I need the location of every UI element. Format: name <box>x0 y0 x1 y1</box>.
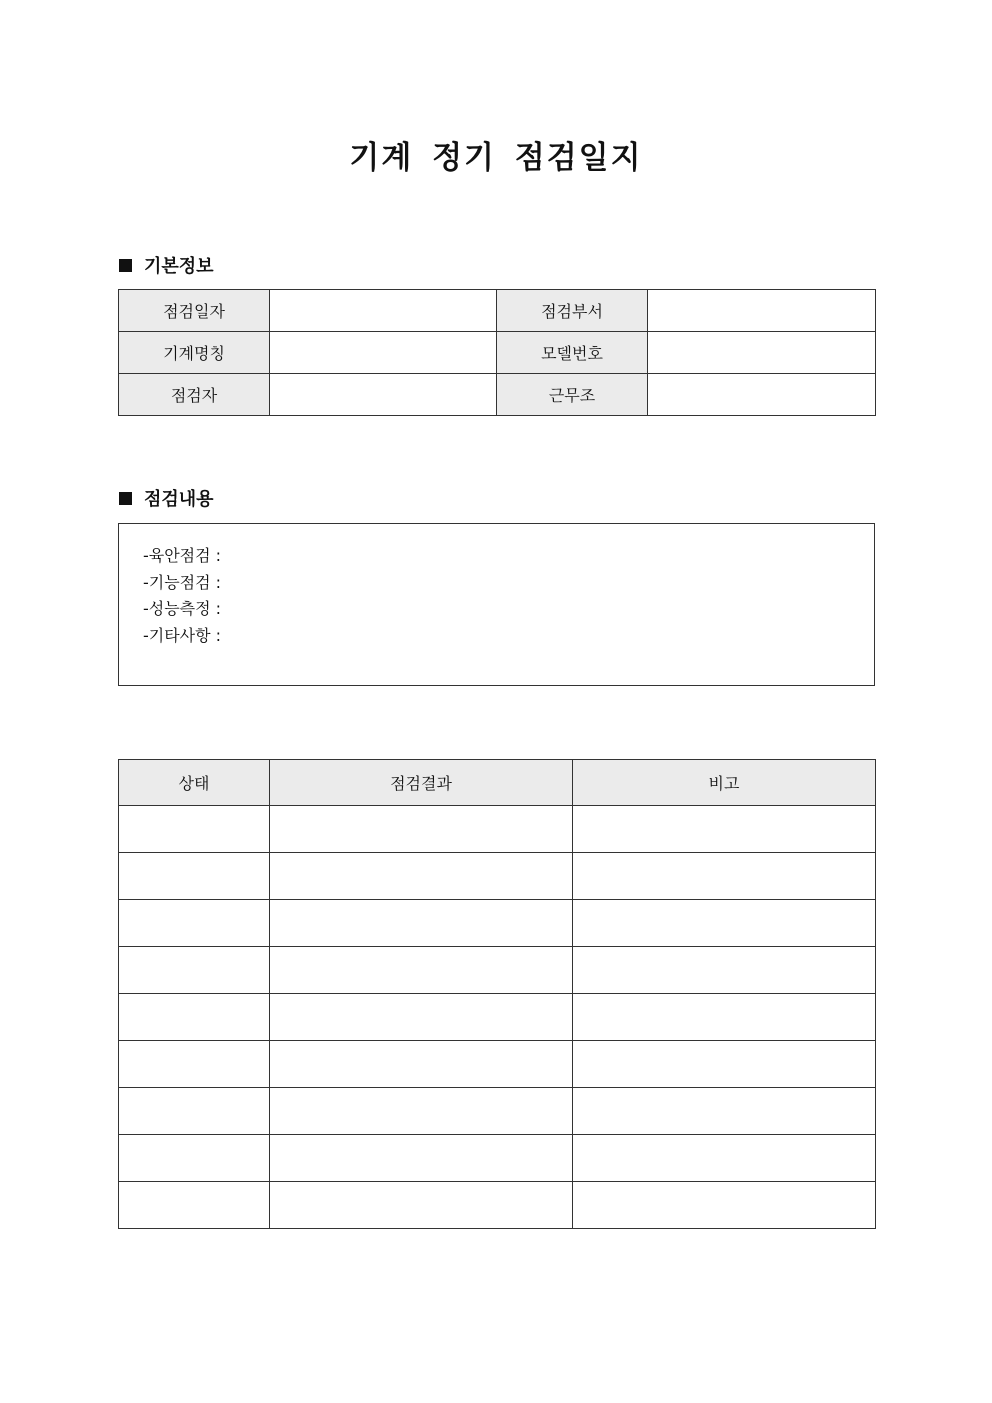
label-work-shift: 근무조 <box>497 374 648 416</box>
square-bullet-icon <box>119 259 132 272</box>
status-cell[interactable] <box>119 1041 270 1088</box>
basic-info-heading <box>119 252 214 278</box>
inspection-content-heading <box>119 485 214 511</box>
table-row <box>119 947 876 994</box>
result-cell[interactable] <box>270 1088 573 1135</box>
status-cell[interactable] <box>119 806 270 853</box>
remarks-cell[interactable] <box>573 947 876 994</box>
inspection-department-field[interactable] <box>648 290 876 332</box>
inspector-field[interactable] <box>270 374 497 416</box>
basic-info-table <box>118 289 876 416</box>
result-cell[interactable] <box>270 853 573 900</box>
table-row <box>119 332 876 374</box>
label-inspection-department: 점검부서 <box>497 290 648 332</box>
result-cell[interactable] <box>270 994 573 1041</box>
remarks-cell[interactable] <box>573 1135 876 1182</box>
table-row <box>119 994 876 1041</box>
inspection-items <box>143 543 221 649</box>
result-cell[interactable] <box>270 1182 573 1229</box>
inspection-result-table <box>118 759 876 1229</box>
status-cell[interactable] <box>119 947 270 994</box>
table-row <box>119 853 876 900</box>
table-row <box>119 1135 876 1182</box>
result-cell[interactable] <box>270 1135 573 1182</box>
table-row <box>119 1182 876 1229</box>
work-shift-field[interactable] <box>648 374 876 416</box>
result-cell[interactable] <box>270 806 573 853</box>
table-row <box>119 806 876 853</box>
table-row <box>119 1088 876 1135</box>
table-header-row <box>119 760 876 806</box>
label-inspection-date: 점검일자 <box>119 290 270 332</box>
machine-name-field[interactable] <box>270 332 497 374</box>
status-cell[interactable] <box>119 1088 270 1135</box>
remarks-cell[interactable] <box>573 1088 876 1135</box>
basic-info-heading-label: 기본정보 <box>144 256 214 277</box>
other-notes-item: -기타사항 : <box>143 625 222 645</box>
table-row <box>119 900 876 947</box>
column-header-remarks: 비고 <box>573 760 876 806</box>
remarks-cell[interactable] <box>573 900 876 947</box>
remarks-cell[interactable] <box>573 994 876 1041</box>
table-row <box>119 290 876 332</box>
column-header-result: 점검결과 <box>270 760 573 806</box>
square-bullet-icon <box>119 492 132 505</box>
inspection-content-box[interactable] <box>118 523 875 686</box>
inspection-content-heading-label: 점검내용 <box>144 489 214 510</box>
status-cell[interactable] <box>119 1135 270 1182</box>
status-cell[interactable] <box>119 1182 270 1229</box>
inspection-date-field[interactable] <box>270 290 497 332</box>
table-row <box>119 1041 876 1088</box>
remarks-cell[interactable] <box>573 853 876 900</box>
result-cell[interactable] <box>270 1041 573 1088</box>
model-number-field[interactable] <box>648 332 876 374</box>
remarks-cell[interactable] <box>573 1182 876 1229</box>
label-machine-name: 기계명칭 <box>119 332 270 374</box>
column-header-status: 상태 <box>119 760 270 806</box>
remarks-cell[interactable] <box>573 806 876 853</box>
function-inspection-item: -기능점검 : <box>143 572 222 592</box>
status-cell[interactable] <box>119 994 270 1041</box>
result-cell[interactable] <box>270 947 573 994</box>
status-cell[interactable] <box>119 900 270 947</box>
label-inspector: 점검자 <box>119 374 270 416</box>
result-cell[interactable] <box>270 900 573 947</box>
remarks-cell[interactable] <box>573 1041 876 1088</box>
visual-inspection-item: -육안점검 : <box>143 546 222 565</box>
performance-measurement-item: -성능측정 : <box>143 599 222 619</box>
status-cell[interactable] <box>119 853 270 900</box>
label-model-number: 모델번호 <box>497 332 648 374</box>
page-title: 기계 정기 점검일지 <box>349 140 643 176</box>
table-row <box>119 374 876 416</box>
